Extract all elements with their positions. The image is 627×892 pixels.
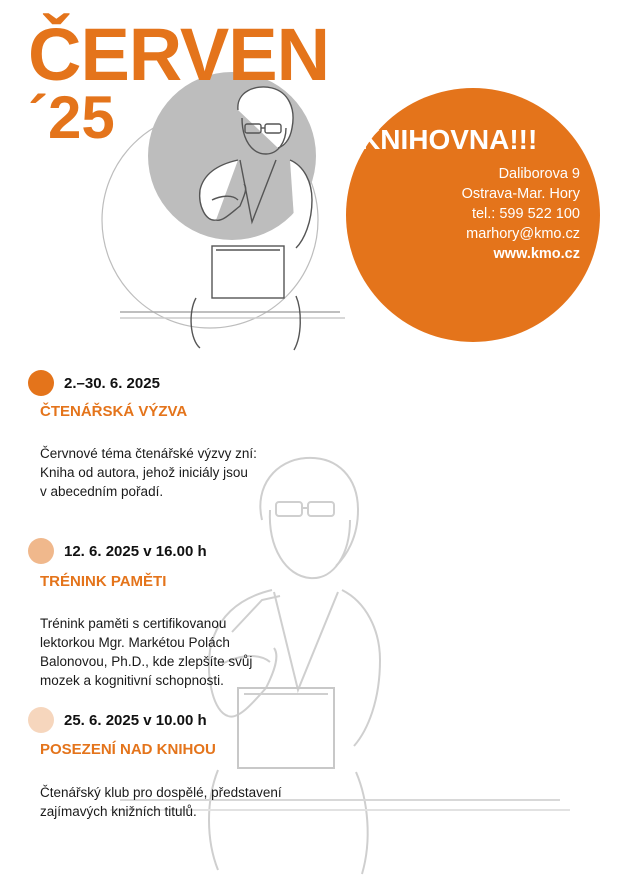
- month-heading: ČERVEN: [28, 13, 330, 96]
- contact-circle: [346, 88, 600, 342]
- event-1-title: ČTENÁŘSKÁ VÝZVA: [40, 403, 188, 420]
- event-1-desc-line: v abecedním pořadí.: [40, 484, 164, 499]
- event-2-dot-icon: [28, 538, 54, 564]
- phone-number: tel.: 599 522 100: [471, 206, 580, 222]
- event-2-desc-line: lektorkou Mgr. Markétou Polách: [40, 635, 230, 650]
- event-3-dot-icon: [28, 707, 54, 733]
- event-2-desc-line: Balonovou, Ph.D., kde zlepšíte svůj: [40, 654, 253, 669]
- address-city: Ostrava-Mar. Hory: [461, 186, 580, 202]
- address-street: Daliborova 9: [498, 166, 580, 182]
- email-link[interactable]: marhory@kmo.cz: [466, 226, 580, 242]
- event-2-desc-line: Trénink paměti s certifikovanou: [40, 616, 227, 631]
- event-3-description: [40, 783, 282, 821]
- event-1-description: [40, 444, 257, 501]
- event-2-description: [40, 614, 252, 690]
- event-2-title: TRÉNINK PAMĚTI: [40, 573, 167, 590]
- event-3-desc-line: Čtenářský klub pro dospělé, představení: [40, 785, 282, 800]
- event-1-desc-line: Červnové téma čtenářské výzvy zní:: [40, 446, 257, 461]
- event-3-desc-line: zajímavých knižních titulů.: [40, 804, 197, 819]
- event-1-date: 2.–30. 6. 2025: [64, 375, 160, 392]
- event-3-date: 25. 6. 2025 v 10.00 h: [64, 712, 207, 729]
- event-1-desc-line: Kniha od autora, jehož iniciály jsou: [40, 465, 248, 480]
- top-figure: [102, 72, 345, 350]
- library-title: KNIHOVNA!!!: [360, 124, 538, 155]
- event-1-dot-icon: [28, 370, 54, 396]
- event-2-date: 12. 6. 2025 v 16.00 h: [64, 543, 207, 560]
- event-3-title: POSEZENÍ NAD KNIHOU: [40, 741, 216, 758]
- website-link[interactable]: www.kmo.cz: [493, 246, 580, 262]
- event-2-desc-line: mozek a kognitivní schopnosti.: [40, 673, 224, 688]
- year-heading: ´25: [28, 84, 115, 151]
